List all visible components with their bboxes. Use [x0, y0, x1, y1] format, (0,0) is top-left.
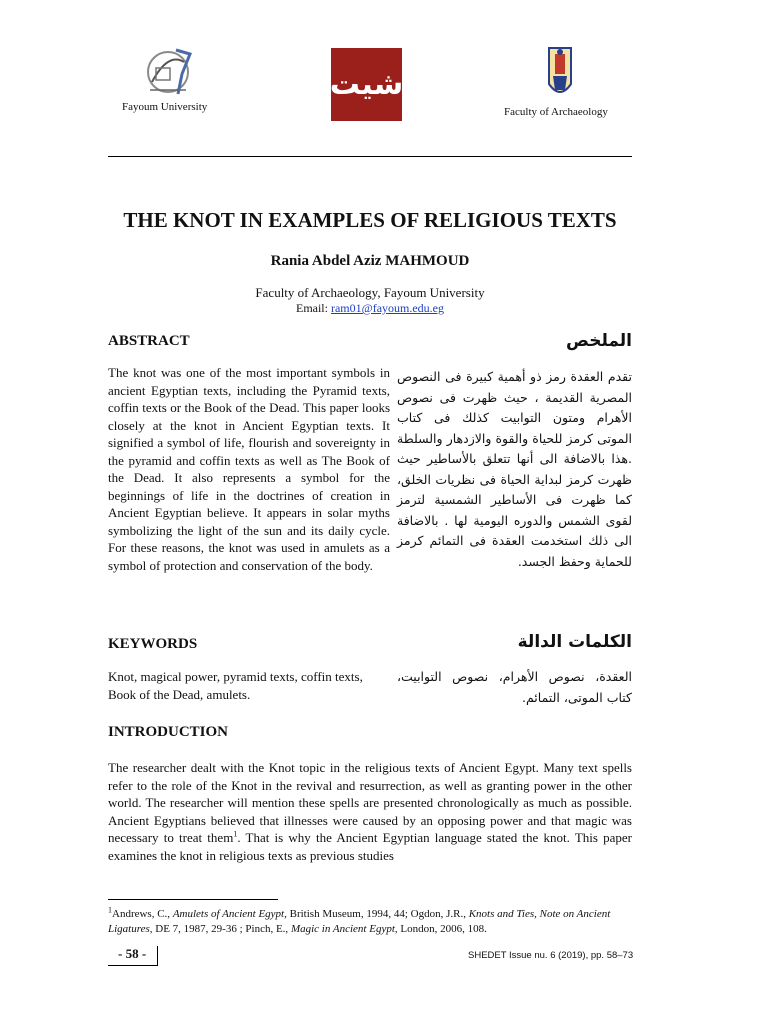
introduction-heading: INTRODUCTION: [108, 724, 229, 740]
footnote-mark: 1: [108, 905, 112, 915]
faculty-of-archaeology-logo: [543, 44, 577, 102]
footnote-reference[interactable]: 1: [233, 829, 238, 839]
abstract-heading-en: ABSTRACT: [108, 333, 190, 349]
footnote: [108, 907, 632, 937]
shedet-logo-text: شيت: [329, 67, 404, 102]
footnote-part1: Andrews, C.,: [112, 908, 173, 920]
author-email-line: [108, 301, 632, 316]
introduction-text: [108, 759, 632, 864]
abstract-text-en: The knot was one of the most important symbols in ancient Egyptian texts, including the Pyramid texts, coffin texts or the Book of the Dead. This paper looks closely at the knot in Ancient Egyptian texts. It signified a symbol of life, flourish and sovereignty in the pyramid and coffin texts as well as The Book of the Dead. It also represents a symbol for the beginnings of life in the doctrines of creation in Ancient Egyptian believe. It appears in solar myths symbolizing the light of the sun and its daily cycle. For these reasons, the knot was used in amulets as a symbol of protection and conservation of the body.: [108, 365, 390, 573]
keywords-text-en: Knot, magical power, pyramid texts, coffin texts, Book of the Dead, amulets.: [108, 669, 363, 702]
page-number: - 58 -: [108, 946, 158, 966]
paper-title: THE KNOT IN EXAMPLES OF RELIGIOUS TEXTS: [123, 208, 617, 232]
footnote-divider: [108, 899, 278, 900]
abstract-heading-ar: الملخص: [566, 331, 632, 351]
fayoum-university-label: Fayoum University: [122, 101, 208, 113]
footnote-title2: Knots and Ties, Note on Ancient Ligatures: [108, 908, 611, 935]
intro-text-part1: The researcher dealt with the Knot topic in the religious texts of Ancient Egypt. Many text spells refer to the role of the Knot in the revival and resurrection, as well as granting power in the other world. The researcher will mention these spells are presented chronologically as much as possible. Ancient Egyptians believed that illnesses were caused by an opposing power and that magic was necessary to treat them: [108, 760, 632, 845]
keywords-heading-ar: الكلمات الدالة: [517, 632, 632, 652]
fayoum-university-logo: [142, 44, 202, 102]
email-link[interactable]: ram01@fayoum.edu.eg: [330, 301, 444, 315]
shedet-journal-logo: [331, 48, 402, 121]
footnote-part2: , British Museum, 1994, 44; Ogdon, J.R.,: [284, 908, 469, 920]
footnote-part3: , DE 7, 1987, 29-36 ; Pinch, E.,: [149, 923, 291, 935]
keywords-text-ar: العقدة، نصوص الأهرام، نصوص التوابيت، كتاب الموتى، التمائم.: [397, 669, 632, 705]
journal-issue-info: SHEDET Issue nu. 6 (2019), pp. 58–73: [468, 950, 634, 961]
faculty-of-archaeology-label: Faculty of Archaeology: [504, 106, 608, 118]
keywords-heading-en: KEYWORDS: [108, 636, 198, 652]
author-affiliation: Faculty of Archaeology, Fayoum University: [255, 285, 485, 300]
intro-text-part2: . That is why the Ancient Egyptian language stated the knot. This paper examines the knot in religious texts as previous studies: [108, 830, 632, 863]
author-name: Rania Abdel Aziz MAHMOUD: [270, 253, 470, 269]
header-divider: [108, 156, 632, 157]
footnote-title3: Magic in Ancient Egypt: [290, 923, 395, 935]
email-label: Email:: [295, 301, 331, 315]
footnote-title1: Amulets of Ancient Egypt: [172, 908, 285, 920]
abstract-text-ar: تقدم العقدة رمز ذو أهمية كبيرة فى النصوص المصرية القديمة ، حيث ظهرت فى نصوص الأهرام ومتون التوابيت كذلك فى كتاب الموتى كرمز للحياة والقوة والازدهار والسلطة .هذا بالاضافة الى أنها تتعلق بالأساطير حيث ظهرت كرمز لبداية الحياة فى نظريات الخلق، كما ظهرت فى الأساطير الشمسية لترمز لقوى الشمس والدوره اليومية لها . بالاضافة الى ذلك استخدمت العقدة فى التمائم كرمز للحماية وحفظ الجسد.: [397, 369, 632, 569]
footnote-part4: , London, 2006, 108.: [394, 923, 487, 935]
